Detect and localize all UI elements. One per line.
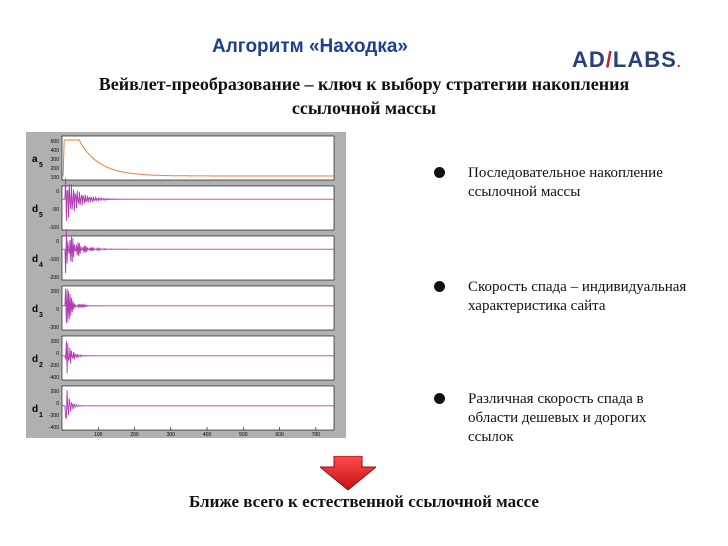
panel-label-sub: 5	[39, 212, 43, 219]
y-tick-label: 200	[50, 289, 59, 295]
wavelet-chart-svg	[26, 132, 346, 438]
slide-subtitle: Вейвлет-преобразование – ключ к выбору стратегии накопления ссылочной массы	[98, 74, 630, 118]
chart-panel-frame	[62, 136, 334, 180]
y-tick-label: -100	[48, 257, 59, 263]
chart-panel-frame	[62, 286, 334, 330]
conclusion-text: Ближе всего к естественной ссылочной массе	[189, 492, 539, 511]
chart-panel-frame	[62, 186, 334, 230]
x-tick-label: 200	[130, 432, 139, 438]
y-tick-label: 200	[50, 339, 59, 345]
y-tick-label: 200	[50, 389, 59, 395]
y-tick-label: -100	[48, 225, 59, 231]
panel-label-sub: 3	[39, 312, 43, 319]
y-tick-label: 500	[50, 139, 59, 145]
y-tick-label: -200	[48, 363, 59, 369]
panel-label: d	[32, 254, 39, 265]
chart-panel-frame	[62, 236, 334, 280]
y-tick-label: 0	[56, 307, 59, 313]
y-tick-label: 0	[56, 351, 59, 357]
slide-title: Алгоритм «Находка»	[212, 36, 408, 57]
y-tick-label: 400	[50, 148, 59, 154]
bullet-text: Различная скорость спада в области дешевых и дорогих ссылок	[468, 391, 647, 445]
chart-panel-frame	[62, 386, 334, 430]
x-tick-label: 600	[275, 432, 284, 438]
y-tick-label: 0	[56, 239, 59, 245]
panel-label-sub: 2	[39, 362, 43, 369]
panel-label-sub: 1	[39, 412, 43, 419]
panel-label: d	[32, 354, 39, 365]
bullet-dot-icon	[434, 393, 445, 404]
x-tick-label: 300	[166, 432, 175, 438]
panel-label-sub: 4	[39, 262, 43, 269]
x-tick-label: 100	[94, 432, 103, 438]
panel-label-sub: 5	[39, 162, 43, 169]
y-tick-label: -50	[51, 207, 59, 213]
bullet-text: Последовательное накопление ссылочной массы	[468, 165, 663, 200]
bullet-text: Скорость спада – индивидуальная характеристика сайта	[468, 279, 687, 314]
x-tick-label: 400	[202, 432, 212, 438]
y-tick-label: -400	[48, 375, 59, 381]
y-tick-label: 0	[56, 189, 59, 195]
y-tick-label: -200	[48, 325, 59, 331]
down-arrow-icon	[320, 456, 376, 490]
y-tick-label: 200	[50, 166, 59, 172]
x-tick-label: 500	[239, 432, 248, 438]
panel-label: d	[32, 404, 39, 415]
y-tick-label: 300	[50, 157, 59, 163]
bullet-dot-icon	[434, 167, 445, 178]
wavelet-chart	[26, 132, 346, 438]
panel-label: a	[32, 154, 38, 165]
y-tick-label: -400	[48, 425, 59, 431]
bullet-dot-icon	[434, 281, 445, 292]
adlabs-logo: AD/LABS.	[572, 47, 682, 72]
y-tick-label: 0	[56, 401, 59, 407]
y-tick-label: -200	[48, 413, 59, 419]
x-tick-label: 700	[311, 432, 321, 438]
y-tick-label: 100	[50, 175, 59, 181]
panel-label: d	[32, 204, 39, 215]
chart-panel-frame	[62, 336, 334, 380]
panel-label: d	[32, 304, 39, 315]
y-tick-label: -200	[48, 275, 59, 281]
